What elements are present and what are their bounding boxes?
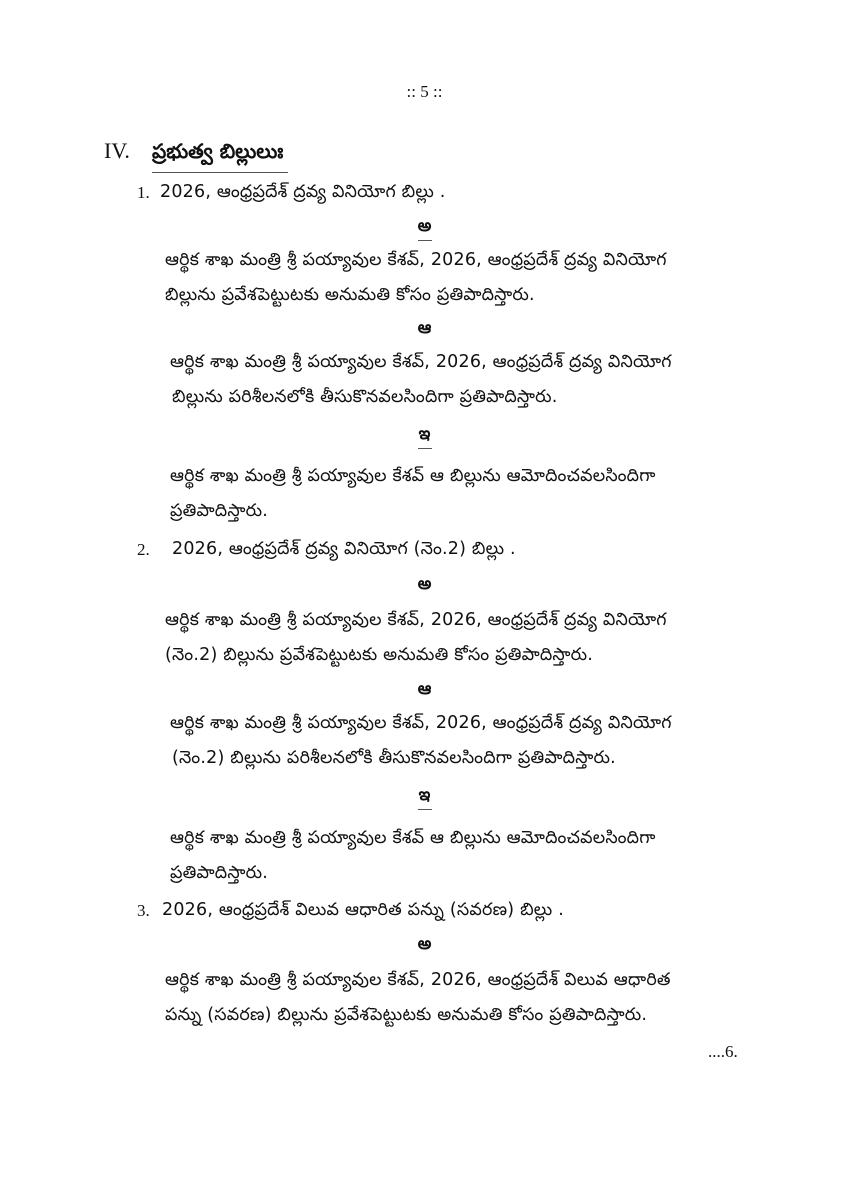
item-heading: 2026, ఆంధ్రప్రదేశ్ ద్రవ్య వినియోగ బిల్లు . — [160, 182, 446, 202]
motion-line: (నెం.2) బిల్లును పరిశీలనలోకి తీసుకొనవలసిందిగా ప్రతిపాదిస్తారు. — [172, 748, 616, 768]
item-number: 2. — [137, 540, 150, 559]
sub-mark-underline — [418, 448, 432, 449]
motion-line: ప్రతిపాదిస్తారు. — [170, 501, 268, 521]
item-number: 3. — [137, 901, 150, 920]
section-title-underline — [152, 172, 288, 173]
motion-line: పన్ను (సవరణ) బిల్లును ప్రవేశపెట్టుటకు అనుమతి కోసం ప్రతిపాదిస్తారు. — [165, 1005, 648, 1025]
motion-line: ఆర్థిక శాఖ మంత్రి శ్రీ పయ్యావుల కేశవ్, 2026, ఆంధ్రప్రదేశ్ విలువ ఆధారిత — [165, 970, 671, 990]
sub-mark: ఇ — [418, 785, 431, 805]
section-title: ప్రభుత్వ బిల్లులుః — [152, 139, 284, 163]
item-heading: 2026, ఆంధ్రప్రదేశ్ ద్రవ్య వినియోగ (నెం.2) బిల్లు . — [172, 539, 516, 559]
continuation-marker: ....6. — [708, 1042, 738, 1061]
item-heading: 2026, ఆంధ్రప్రదేశ్ విలువ ఆధారిత పన్ను (సవరణ) బిల్లు . — [162, 900, 564, 920]
motion-line: ఆర్థిక శాఖ మంత్రి శ్రీ పయ్యావుల కేశవ్, 2026, ఆంధ్రప్రదేశ్ ద్రవ్య వినియోగ — [170, 713, 672, 733]
sub-mark: ఆ — [417, 679, 432, 699]
motion-line: (నెం.2) బిల్లును ప్రవేశపెట్టుటకు అనుమతి కోసం ప్రతిపాదిస్తారు. — [165, 645, 594, 665]
motion-line: ఆర్థిక శాఖ మంత్రి శ్రీ పయ్యావుల కేశవ్ ఆ బిల్లును ఆమోదించవలసిందిగా — [170, 828, 656, 848]
sub-mark-underline — [418, 809, 432, 810]
motion-line: ప్రతిపాదిస్తారు. — [170, 863, 268, 883]
sub-mark: అ — [417, 574, 432, 594]
motion-line: బిల్లును ప్రవేశపెట్టుటకు అనుమతి కోసం ప్రతిపాదిస్తారు. — [165, 285, 535, 305]
motion-line: బిల్లును పరిశీలనలోకి తీసుకొనవలసిందిగా ప్రతిపాదిస్తారు. — [172, 387, 558, 407]
motion-line: ఆర్థిక శాఖ మంత్రి శ్రీ పయ్యావుల కేశవ్ ఆ బిల్లును ఆమోదించవలసిందిగా — [170, 466, 656, 486]
motion-line: ఆర్థిక శాఖ మంత్రి శ్రీ పయ్యావుల కేశవ్, 2026, ఆంధ్రప్రదేశ్ ద్రవ్య వినియోగ — [170, 352, 672, 372]
item-number: 1. — [137, 183, 150, 202]
sub-mark: అ — [417, 216, 432, 236]
motion-line: ఆర్థిక శాఖ మంత్రి శ్రీ పయ్యావుల కేశవ్, 2026, ఆంధ్రప్రదేశ్ ద్రవ్య వినియోగ — [165, 610, 667, 630]
sub-mark: అ — [417, 934, 432, 954]
sub-mark: ఇ — [418, 424, 431, 444]
sub-mark-underline — [418, 240, 432, 241]
page-number: :: 5 :: — [406, 82, 443, 101]
section-roman-numeral: IV. — [104, 138, 130, 163]
sub-mark: ఆ — [417, 318, 432, 338]
motion-line: ఆర్థిక శాఖ మంత్రి శ్రీ పయ్యావుల కేశవ్, 2026, ఆంధ్రప్రదేశ్ ద్రవ్య వినియోగ — [165, 250, 667, 270]
